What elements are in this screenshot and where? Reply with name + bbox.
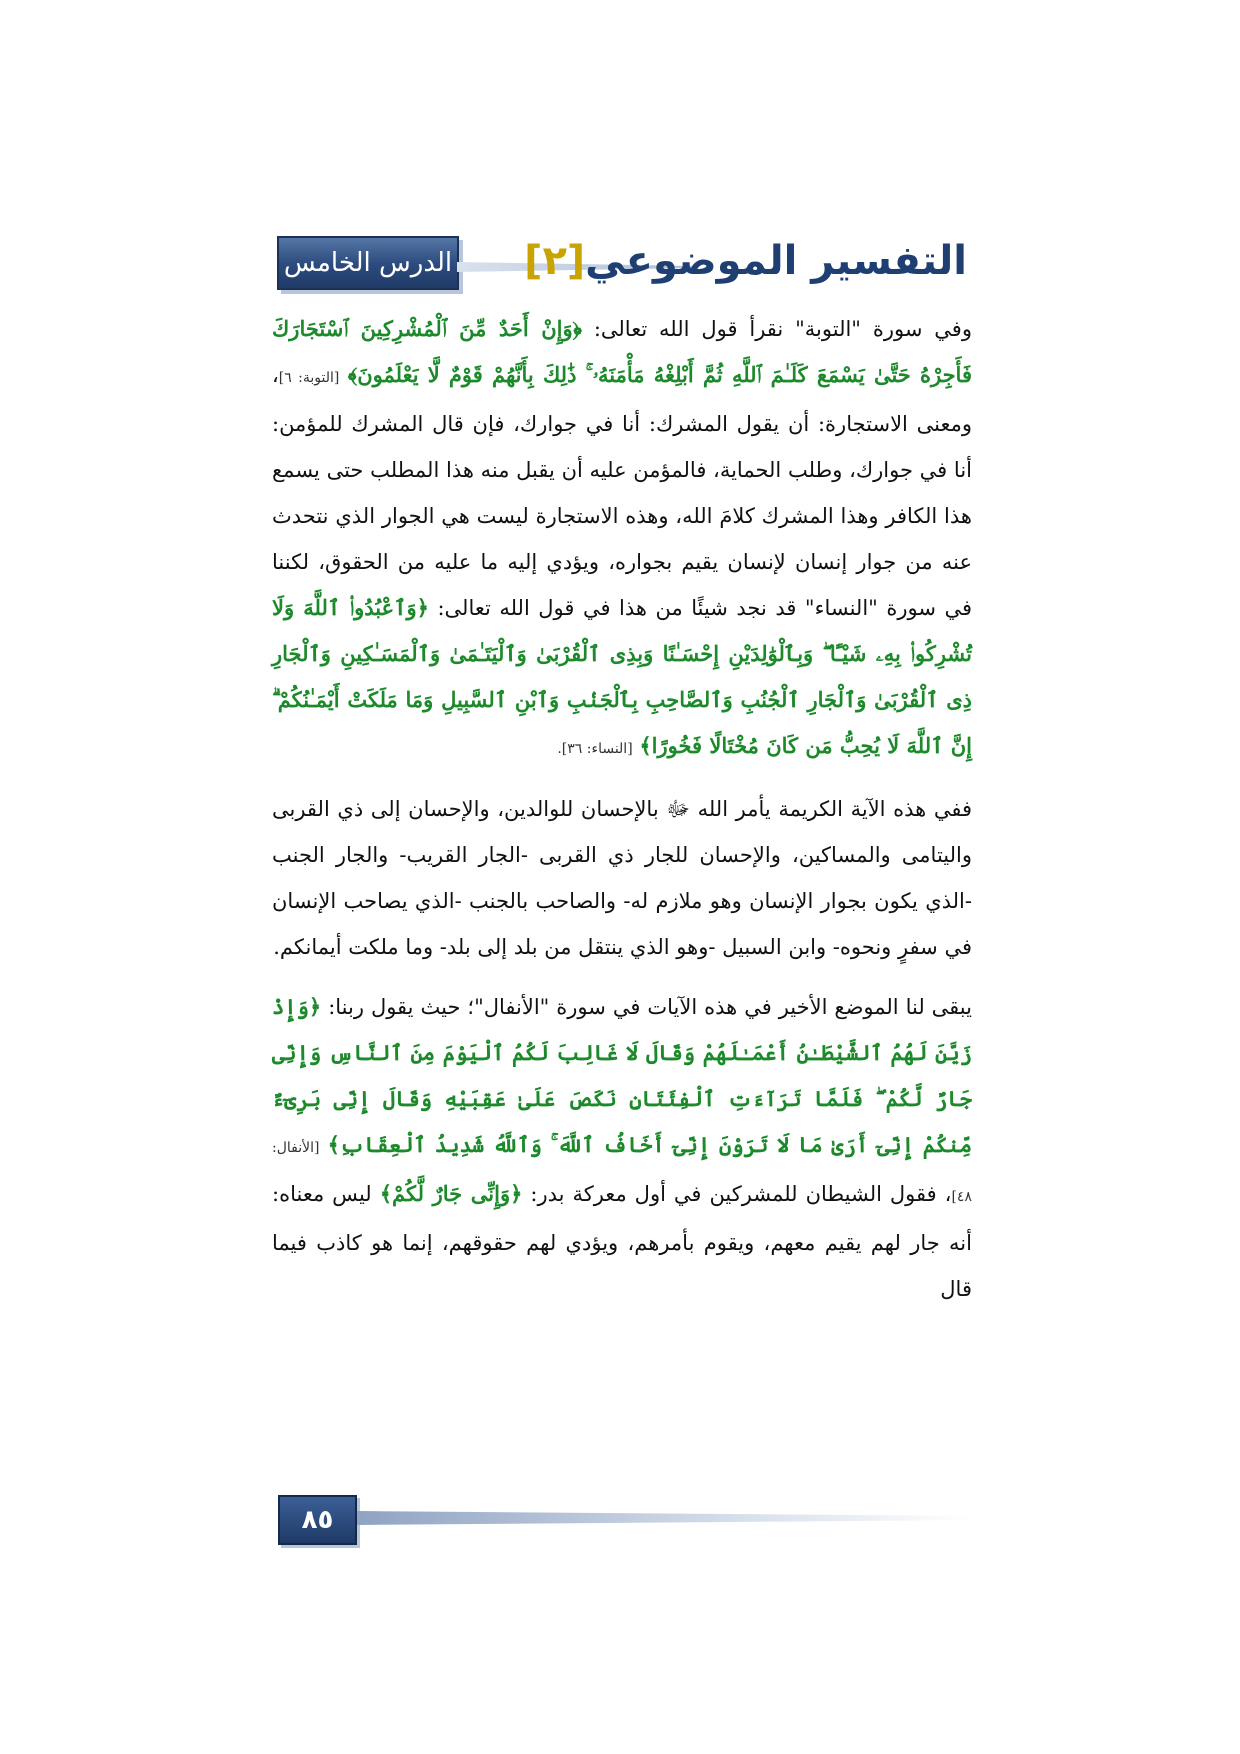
page-header <box>0 226 1240 296</box>
page-number: ٨٥ <box>278 1495 357 1545</box>
quran-verse: ﴿وَإِنْ أَحَدٌ مِّنَ ٱلْمُشْرِكِينَ ٱسْتَجَارَكَ فَأَجِرْهُ حَتَّىٰ يَسْمَعَ كَلَـٰمَ ٱللَّهِ ثُمَّ أَبْلِغْهُ مَأْمَنَهُۥ ۚ ذَٰلِكَ بِأَنَّهُمْ قَوْمٌ لَّا يَعْلَمُونَ﴾ <box>272 316 972 387</box>
footer-divider <box>357 1511 974 1525</box>
verse-reference: [التوبة: ٦] <box>278 370 340 386</box>
paragraph-explanation: ففي هذه الآية الكريمة يأمر الله ﷻ بالإحسان للوالدين، والإحسان إلى ذي القربى واليتامى والمساكين، والإحسان للجار ذي القربى -الجار القريب- والجار الجنب -الذي يكون بجوار الإنسان وهو ملازم له- والصاحب بالجنب -الذي يصاحب الإنسان في سفرٍ ونحوه- وابن السبيل -وهو الذي ينتقل من بلد إلى بلد- وما ملكت أيمانكم. <box>272 797 972 959</box>
paragraph-text: ، ومعنى الاستجارة: أن يقول المشرك: أنا في جوارك، فإن قال المشرك للمؤمن: أنا في جوارك، وطلب الحماية، فالمؤمن عليه أن يقبل منه هذا المطلب حتى يسمع هذا الكافر وهذا المشرك كلامَ الله، وهذه الاستجارة ليست هي الجوار الذي نتحدث عنه من جوار إنسان لإنسان يقيم بجواره، ويؤدي إليه ما عليه من الحقوق، لكننا في سورة "النساء" قد نجد شيئًا من هذا في قول الله تعالى: <box>272 363 972 620</box>
quran-verse-anfal: ﴿وَإِذْ زَيَّنَ لَهُمُ ٱلشَّيْطَـٰنُ أَعْمَـٰلَهُمْ وَقَالَ لَا غَالِبَ لَكُمُ ٱلْيَوْمَ مِنَ ٱلنَّاسِ وَإِنِّى جَارٌ لَّكُمْ ۖ فَلَمَّا تَرَآءَتِ ٱلْفِئَتَانِ نَكَصَ عَلَىٰ عَقِبَيْهِ وَقَالَ إِنِّى بَرِىٓءٌ مِّنكُمْ إِنِّىٓ أَرَىٰ مَا لَا تَرَوْنَ إِنِّىٓ أَخَافُ ٱللَّهَ ۚ وَٱللَّهُ شَدِيدُ ٱلْعِقَابِ﴾ <box>272 994 972 1157</box>
verse-reference-nisa: [النساء: ٣٦]. <box>557 741 633 757</box>
paragraph-anfal <box>272 984 972 1312</box>
book-title-text: التفسير الموضوعي <box>585 238 967 284</box>
paragraph-intro: وفي سورة "التوبة" نقرأ قول الله تعالى: <box>593 317 972 341</box>
book-title <box>514 232 967 290</box>
paragraph-text-anfal: ليس معناه: أنه جار لهم يقيم معهم، ويقوم بأمرهم، ويؤدي لهم حقوقهم، إنما هو كاذب فيما قال <box>272 1182 972 1301</box>
book-title-number: [٢] <box>524 238 586 284</box>
page-footer <box>0 1495 1240 1555</box>
quran-verse-nisa: ﴿وَٱعْبُدُوا۟ ٱللَّهَ وَلَا تُشْرِكُوا۟ بِهِۦ شَيْـًٔا ۖ وَبِٱلْوَٰلِدَيْنِ إِحْسَـٰنًا وَبِذِى ٱلْقُرْبَىٰ وَٱلْيَتَـٰمَىٰ وَٱلْمَسَـٰكِينِ وَٱلْجَارِ ذِى ٱلْقُرْبَىٰ وَٱلْجَارِ ٱلْجُنُبِ وَٱلصَّاحِبِ بِٱلْجَنۢبِ وَٱبْنِ ٱلسَّبِيلِ وَمَا مَلَكَتْ أَيْمَـٰنُكُمْ ۗ إِنَّ ٱللَّهَ لَا يُحِبُّ مَن كَانَ مُخْتَالًا فَخُورًا﴾ <box>272 595 972 758</box>
quran-verse-short: ﴿وَإِنِّى جَارٌ لَّكُمْ﴾ <box>379 1181 523 1206</box>
verse-reference-anfal: [الأنفال: ٤٨] <box>272 1140 972 1205</box>
paragraph-tawbah <box>272 306 972 772</box>
paragraph-intro-anfal: يبقى لنا الموضع الأخير في هذه الآيات في سورة "الأنفال"؛ حيث يقول ربنا: <box>328 995 972 1019</box>
lesson-badge: الدرس الخامس <box>277 236 459 290</box>
page-body <box>272 306 972 1326</box>
paragraph-mid: ، فقول الشيطان للمشركين في أول معركة بدر: <box>530 1182 952 1206</box>
